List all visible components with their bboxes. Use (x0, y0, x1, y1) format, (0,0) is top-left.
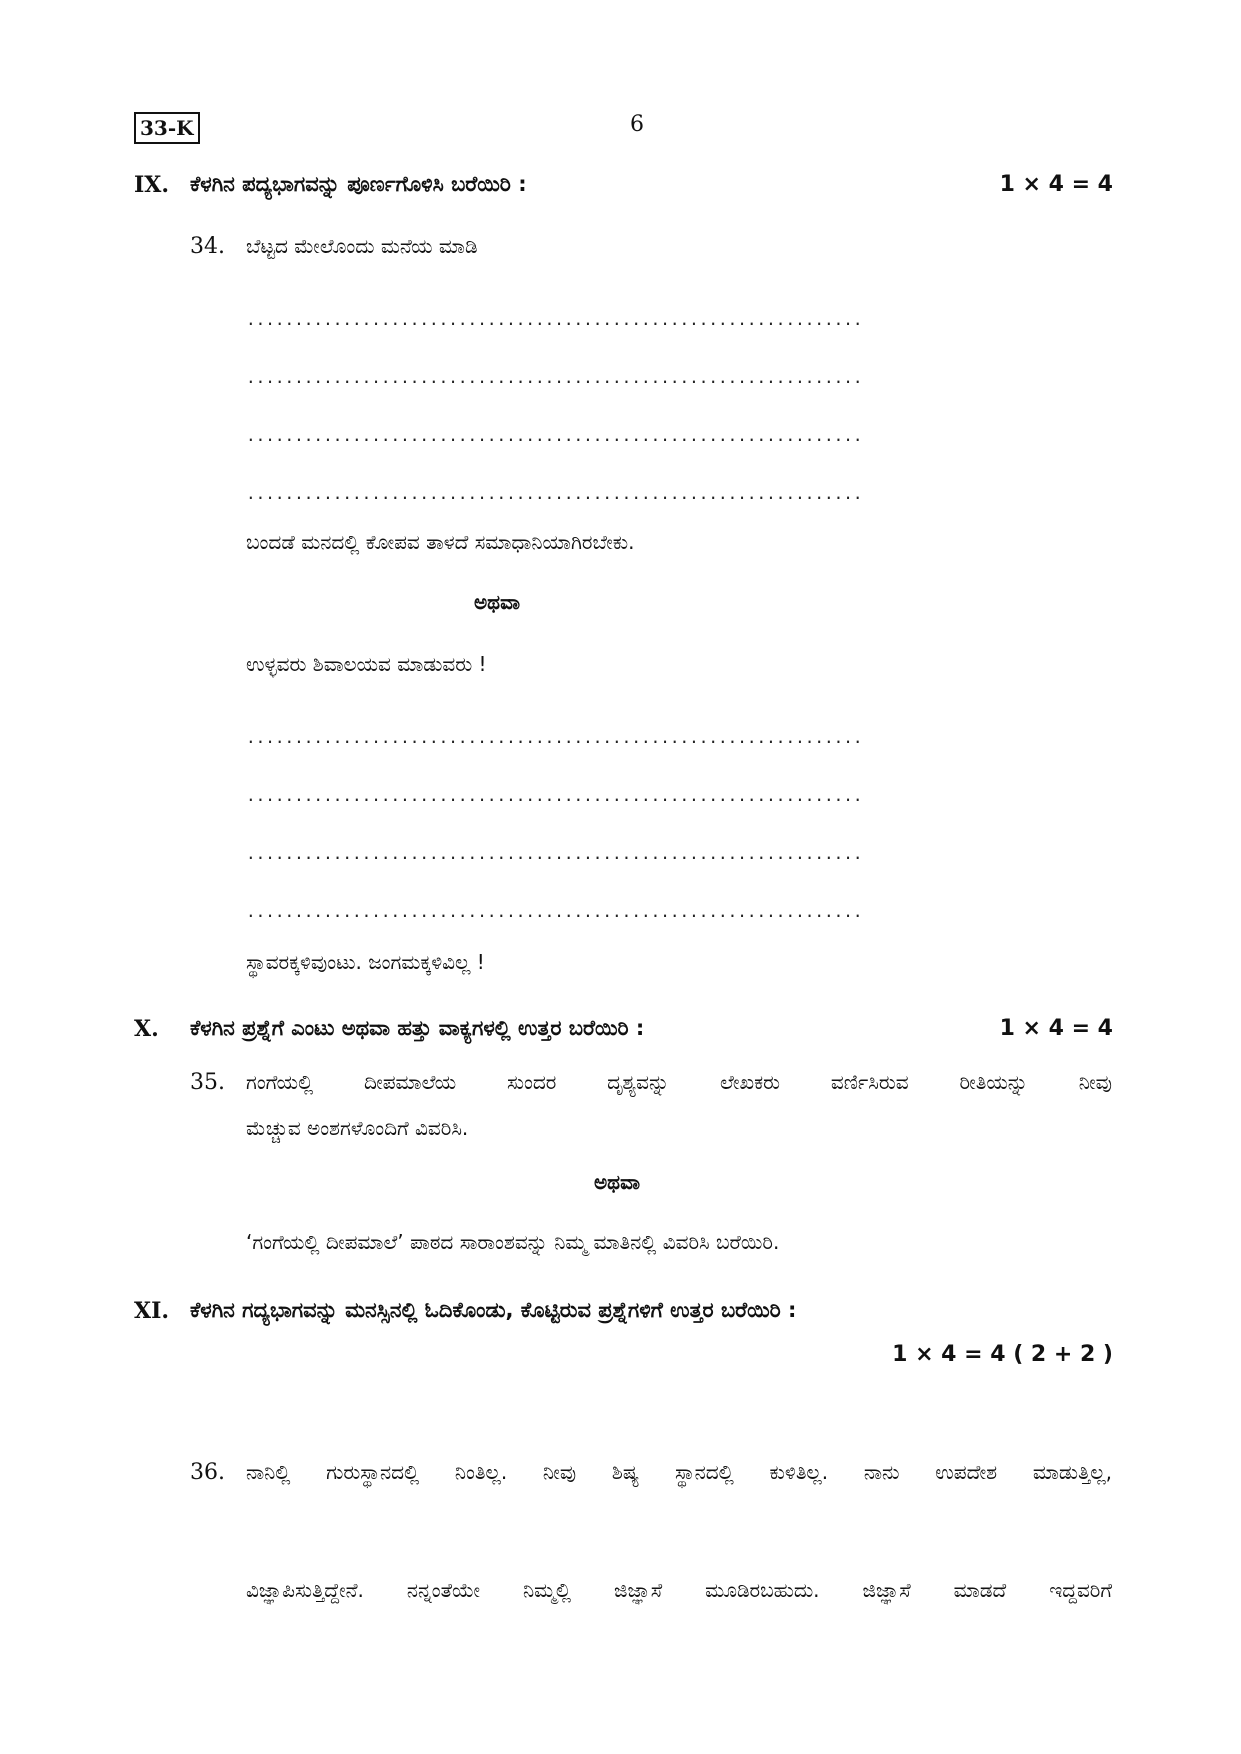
blank-line: ................................................................ (246, 902, 863, 921)
alt-poem-first-line: ಉಳ್ಳವರು ಶಿವಾಲಯವ ಮಾಡುವರು ! (246, 652, 487, 676)
blank-line: ................................................................ (246, 786, 863, 805)
question-34-number: 34. (190, 234, 225, 259)
section-x-title: ಕೆಳಗಿನ ಪ್ರಶ್ನೆಗೆ ಎಂಟು ಅಥವಾ ಹತ್ತು ವಾಕ್ಯಗಳಲ್ಲಿ ಉತ್ತರ ಬರೆಯಿರಿ : (190, 1016, 645, 1040)
or-label: ಅಥವಾ (594, 1170, 640, 1194)
blank-line: ................................................................ (246, 310, 863, 329)
question-35-number: 35. (190, 1070, 225, 1095)
poem-last-line: ಬಂದಡೆ ಮನದಲ್ಲಿ ಕೋಪವ ತಾಳದೆ ಸಮಾಧಾನಿಯಾಗಿರಬೇಕು. (246, 530, 635, 554)
section-xi-number: XI. (134, 1298, 170, 1324)
section-x-marks: 1 × 4 = 4 (999, 1016, 1113, 1041)
poem-first-line: ಬೆಟ್ಟದ ಮೇಲೊಂದು ಮನೆಯ ಮಾಡಿ (246, 234, 478, 258)
question-36-number: 36. (190, 1460, 225, 1485)
page-number: 6 (630, 112, 644, 137)
alt-poem-last-line: ಸ್ಥಾವರಕ್ಕಳಿವುಂಟು. ಜಂಗಮಕ್ಕಳಿವಿಲ್ಲ ! (246, 950, 485, 974)
blank-line: ................................................................ (246, 368, 863, 387)
blank-line: ................................................................ (246, 728, 863, 747)
passage-line-2: ವಿಜ್ಞಾಪಿಸುತ್ತಿದ್ದೇನೆ. ನನ್ನಂತೆಯೇ ನಿಮ್ಮಲ್ಲಿ ಜಿಜ್ಞಾಸೆ ಮೂಡಿರಬಹುದು. ಜಿಜ್ಞಾಸೆ ಮಾಡದೆ ಇದ್ದವರಿಗೆ (246, 1578, 1112, 1602)
question-35-alternative: ‘ಗಂಗೆಯಲ್ಲಿ ದೀಪಮಾಲೆ’ ಪಾಠದ ಸಾರಾಂಶವನ್ನು ನಿಮ್ಮ ಮಾತಿನಲ್ಲಿ ವಿವರಿಸಿ ಬರೆಯಿರಿ. (246, 1230, 780, 1254)
section-ix-title: ಕೆಳಗಿನ ಪದ್ಯಭಾಗವನ್ನು ಪೂರ್ಣಗೊಳಿಸಿ ಬರೆಯಿರಿ : (190, 172, 527, 196)
paper-code-box: 33-K (134, 112, 200, 144)
question-35-line1: ಗಂಗೆಯಲ್ಲಿ ದೀಪಮಾಲೆಯ ಸುಂದರ ದೃಶ್ಯವನ್ನು ಲೇಖಕರು ವರ್ಣಿಸಿರುವ ರೀತಿಯನ್ನು ನೀವು (246, 1070, 1112, 1094)
question-35-line2: ಮೆಚ್ಚುವ ಅಂಶಗಳೊಂದಿಗೆ ವಿವರಿಸಿ. (246, 1116, 469, 1140)
section-x-number: X. (134, 1016, 159, 1042)
blank-line: ................................................................ (246, 426, 863, 445)
or-label: ಅಥವಾ (474, 590, 520, 614)
section-xi-marks: 1 × 4 = 4 ( 2 + 2 ) (892, 1342, 1113, 1367)
section-ix-number: IX. (134, 172, 170, 198)
section-xi-title: ಕೆಳಗಿನ ಗದ್ಯಭಾಗವನ್ನು ಮನಸ್ಸಿನಲ್ಲಿ ಓದಿಕೊಂಡು, ಕೊಟ್ಟಿರುವ ಪ್ರಶ್ನೆಗಳಿಗೆ ಉತ್ತರ ಬರೆಯಿರಿ : (190, 1298, 797, 1322)
passage-line-1: ನಾನಿಲ್ಲಿ ಗುರುಸ್ಥಾನದಲ್ಲಿ ನಿಂತಿಲ್ಲ. ನೀವು ಶಿಷ್ಯ ಸ್ಥಾನದಲ್ಲಿ ಕುಳಿತಿಲ್ಲ. ನಾನು ಉಪದೇಶ ಮಾಡುತ್ತಿಲ್ಲ, (246, 1460, 1112, 1484)
blank-line: ................................................................ (246, 484, 863, 503)
section-ix-marks: 1 × 4 = 4 (999, 172, 1113, 197)
blank-line: ................................................................ (246, 844, 863, 863)
